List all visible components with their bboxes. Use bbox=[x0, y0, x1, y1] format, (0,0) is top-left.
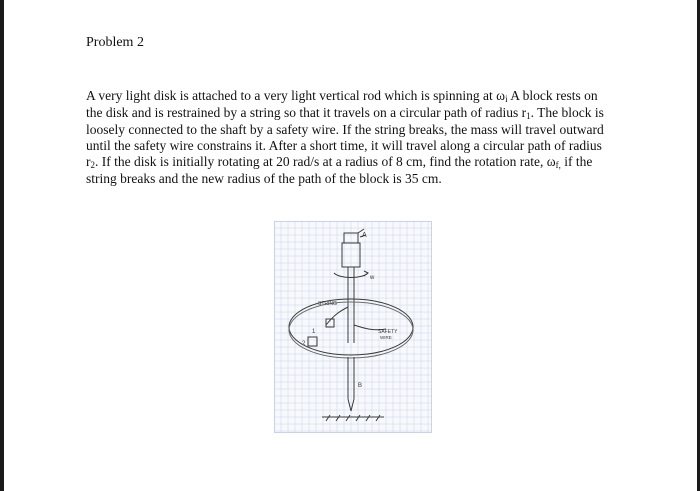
label-b: B bbox=[358, 383, 363, 389]
omega-i-subscript: i bbox=[505, 94, 508, 104]
problem-figure bbox=[274, 221, 432, 433]
r2-subscript: 2 bbox=[90, 160, 95, 170]
disk-rod-sketch bbox=[274, 221, 432, 433]
statement-part-4: . If the disk is initially rotating at 20 rad/s at a radius of 8 cm, find the rotation rate, ω bbox=[95, 154, 556, 169]
label-w: w bbox=[370, 275, 375, 281]
statement-part-3: . The block is loosely connected to the shaft by a safety wire. If the string breaks, the mass will travel outward until the safety wire constrains it. After a short time, it will travel along a circular path of radius r bbox=[86, 105, 604, 169]
problem-statement bbox=[86, 88, 616, 187]
r1-subscript: 1 bbox=[526, 111, 531, 121]
statement-part-2: A block rests on the disk and is restrained by a string so that it travels on a circular path of radius r bbox=[86, 88, 598, 120]
problem-title: Problem 2 bbox=[86, 35, 144, 50]
omega-f-subscript: f, bbox=[555, 160, 561, 170]
statement-part-1: A very light disk is attached to a very light vertical rod which is spinning at ω bbox=[86, 88, 506, 103]
label-safety-1: SAFETY bbox=[378, 329, 398, 335]
label-safety-2: WIRE bbox=[380, 335, 392, 340]
document-page bbox=[4, 0, 697, 491]
label-r1: 1 bbox=[312, 329, 316, 335]
label-r2: 2 bbox=[302, 341, 306, 347]
grid-frame bbox=[275, 222, 432, 433]
label-a: A bbox=[362, 232, 367, 239]
label-string: STRING bbox=[318, 301, 337, 307]
statement-part-5: if the string breaks and the new radius of the path of the block is 35 cm. bbox=[86, 154, 593, 186]
